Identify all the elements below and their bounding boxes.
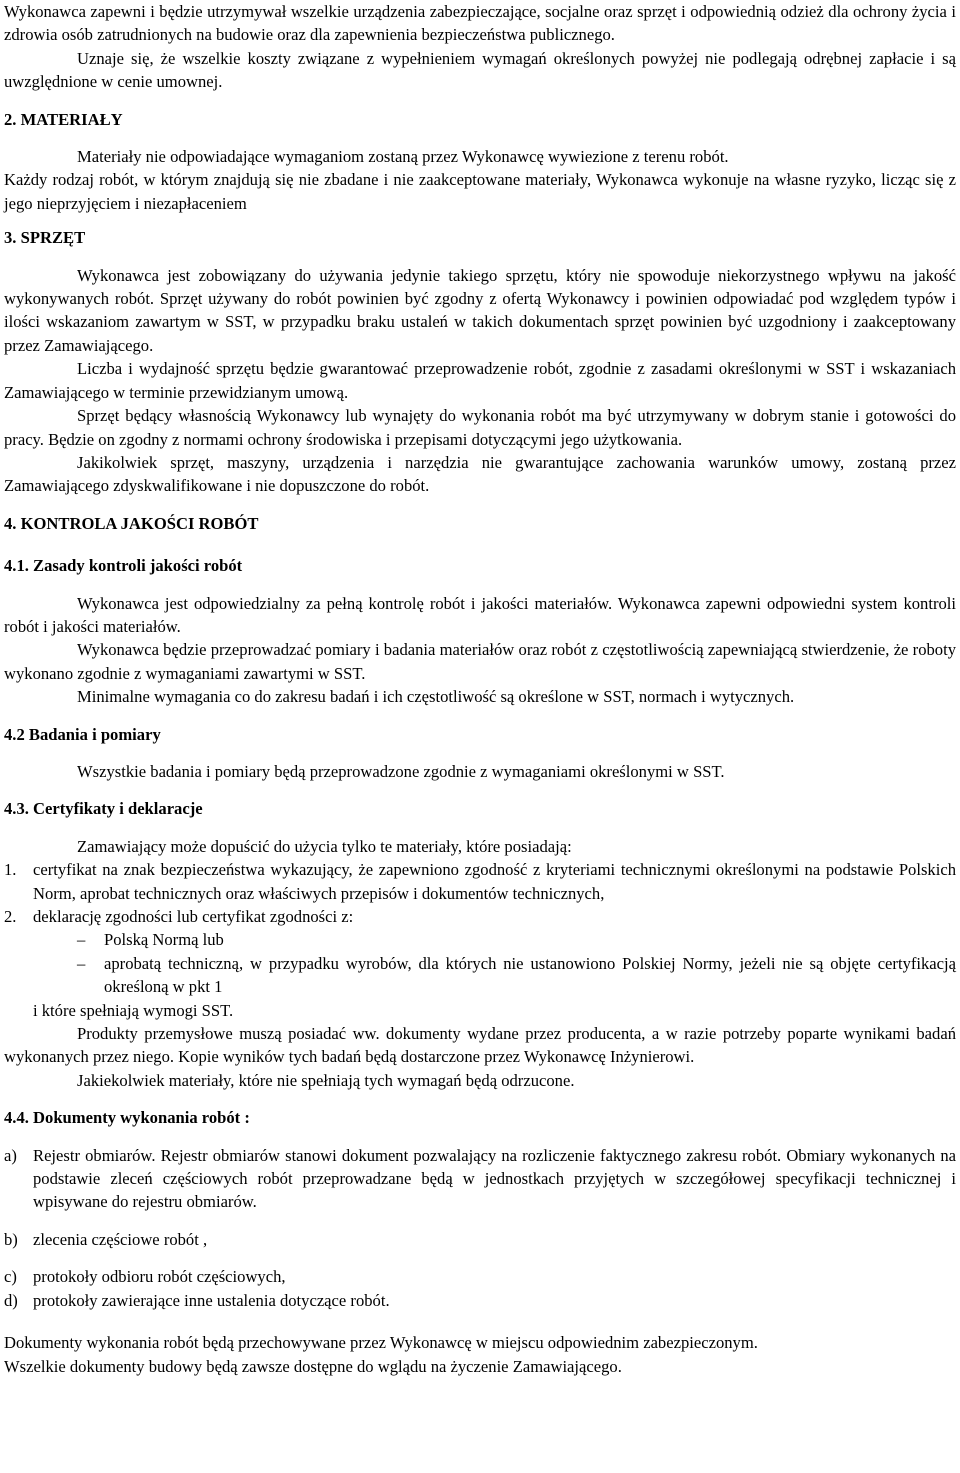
heading-4-1: 4.1. Zasady kontroli jakości robót	[4, 556, 243, 576]
odrzucone-paragraph: Jakiekolwiek materiały, które nie spełniają tych wymagań będą odrzucone.	[77, 1070, 575, 1090]
kontrola-4-1-paragraph-3: Minimalne wymagania co do zakresu badań i ich częstotliwość są określone w SST, normach i wytycznych.	[77, 687, 795, 707]
list-item-number: 1.	[4, 860, 17, 880]
kontrola-4-1-paragraph-1: Wykonawca jest odpowiedzialny za pełną kontrolę robót i jakości materiałów. Wykonawca zapewni odpowiedni system kontroli robót i jakości materiałów.	[4, 593, 956, 636]
list-item	[4, 858, 956, 905]
intro-paragraph-1: Wykonawca zapewni i będzie utrzymywał wszelkie urządzenia zabezpieczające, socjalne oraz sprzęt i odpowiednią odzież dla ochrony życia i zdrowia osób zatrudnionych na budowie oraz dla zapewnienia bezpieczeństwa publicznego.	[4, 2, 956, 45]
list-item-text: certyfikat na znak bezpieczeństwa wykazujący, że zapewniono zgodność z kryteriami technicznymi określonymi na podstawie Polskich Norm, aprobat technicznych oraz właściwych przepisów i dokumentów technicznych,	[33, 860, 956, 903]
list-item-letter: b)	[4, 1229, 18, 1249]
sprzet-paragraph-4: Jakikolwiek sprzęt, maszyny, urządzenia i narzędzia nie gwarantujące zachowania warunków umowy, zostaną przez Zamawiającego zdyskwalifikowane i nie dopuszczone do robót.	[4, 452, 956, 496]
dash-list-item-text: Polską Normą lub	[104, 930, 224, 950]
sprzet-paragraph-1: Wykonawca jest zobowiązany do używania jedynie takiego sprzętu, który nie spowoduje niekorzystnego wpływu na jakość wykonywanych robót. Sprzęt używany do robót powinien być zgodny z ofertą Wykonawcy i powinien odpowiadać pod względem typów i ilości wskazaniom zawartym w SST, w przypadku braku ustaleń w takich dokumentach sprzęt powinien być uzgodniony i zaakceptowany przez Zamawiającego.	[4, 265, 956, 355]
list-item-text: protokoły zawierające inne ustalenia dotyczące robót.	[33, 1290, 390, 1310]
dash-list-item	[4, 952, 956, 999]
heading-4-3: 4.3. Certyfikaty i deklaracje	[4, 799, 203, 819]
dash-bullet: –	[77, 953, 86, 973]
dash-bullet: –	[77, 930, 86, 950]
sprzet-paragraph-3: Sprzęt będący własnością Wykonawcy lub wynajęty do wykonania robót ma być utrzymywany w dobrym stanie i gotowości do pracy. Będzie on zgodny z normami ochrony środowiska i przepisami dotyczącymi jego użytkowania.	[4, 406, 956, 449]
heading-4-4: 4.4. Dokumenty wykonania robót :	[4, 1108, 250, 1128]
kontrola-4-1-paragraph-2: Wykonawca będzie przeprowadzać pomiary i badania materiałów oraz robót z częstotliwością zapewniającą stwierdzenie, że roboty wykonano zgodnie z wymaganiami zawartymi w SST.	[4, 640, 956, 683]
heading-4-2: 4.2 Badania i pomiary	[4, 724, 161, 744]
kontrola-4-2-paragraph: Wszystkie badania i pomiary będą przeprowadzone zgodnie z wymaganiami określonymi w SST.	[77, 761, 725, 781]
dash-list-item	[4, 928, 956, 951]
letter-list-item	[4, 1265, 956, 1288]
list-item-text: zlecenia częściowe robót ,	[33, 1229, 208, 1249]
materialy-paragraph-1: Materiały nie odpowiadające wymaganiom zostaną przez Wykonawcę wywiezione z terenu robót.	[77, 147, 729, 167]
letter-list-item	[4, 1228, 956, 1251]
list-item-number: 2.	[4, 907, 17, 926]
materialy-paragraph-2: Każdy rodzaj robót, w którym znajdują się nie zbadane i nie zaakceptowane materiały, Wykonawca wykonuje na własne ryzyko, licząc się z jego nieprzyjęciem i niezapłaceniem	[4, 170, 956, 213]
produkty-paragraph: Produkty przemysłowe muszą posiadać ww. dokumenty wydane przez producenta, a w razie potrzeby poparte wynikami badań wykonanych przez niego. Kopie wyników tych badań będą dostarczone przez Wykonawcę Inżynierowi.	[4, 1024, 956, 1067]
sprzet-paragraph-2: Liczba i wydajność sprzętu będzie gwarantować przeprowadzenie robót, zgodnie z zasadami określonymi w SST i wskazaniach Zamawiającego w terminie przewidzianym umową.	[4, 359, 956, 402]
letter-list-item	[4, 1289, 956, 1312]
list-continuation: i które spełniają wymogi SST.	[33, 1000, 234, 1020]
list-item-letter: d)	[4, 1290, 18, 1310]
closing-paragraph-1: Dokumenty wykonania robót będą przechowywane przez Wykonawcę w miejscu odpowiednim zabezpieczonym.	[4, 1333, 758, 1353]
list-item-text: deklarację zgodności lub certyfikat zgodności z:	[33, 907, 354, 926]
heading-sprzet: 3. SPRZĘT	[4, 228, 86, 248]
intro-paragraph-2: Uznaje się, że wszelkie koszty związane z wypełnieniem wymagań określonych powyżej nie podlegają odrębnej zapłacie i są uwzględnione w cenie umownej.	[4, 48, 956, 92]
list-item-text: Rejestr obmiarów. Rejestr obmiarów stanowi dokument pozwalający na rozliczenie faktycznego zakresu robót. Obmiary wykonanych na podstawie zleceń częściowych robót przeprowadzane będą w jednostkach przyjętych w szczegółowej specyfikacji technicznej i wpisywane do rejestru obmiarów.	[33, 1145, 956, 1212]
dash-list-item-text: aprobatą techniczną, w przypadku wyrobów, dla których nie ustanowiono Polskiej Normy, jeżeli nie są objęte certyfikacją określoną w pkt 1	[104, 953, 956, 997]
list-item-letter: a)	[4, 1145, 17, 1165]
certyfikaty-intro: Zamawiający może dopuścić do użycia tylko te materiały, które posiadają:	[77, 836, 572, 856]
list-item-letter: c)	[4, 1267, 17, 1287]
list-item	[4, 905, 956, 928]
heading-kontrola: 4. KONTROLA JAKOŚCI ROBÓT	[4, 513, 259, 533]
list-item-text: protokoły odbioru robót częściowych,	[33, 1267, 286, 1287]
heading-materialy: 2. MATERIAŁY	[4, 109, 123, 129]
closing-paragraph-2: Wszelkie dokumenty budowy będą zawsze dostępne do wglądu na życzenie Zamawiającego.	[4, 1356, 622, 1376]
letter-list-item	[4, 1144, 956, 1214]
